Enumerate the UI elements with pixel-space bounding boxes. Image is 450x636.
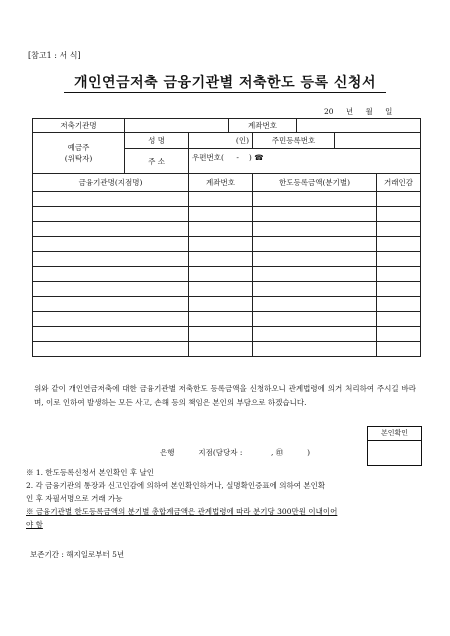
note-line: 야 함 [26, 520, 43, 529]
depositor-label-text: 예금주 [67, 143, 90, 152]
name-value[interactable] [189, 133, 253, 149]
seal-mark: (인) [235, 136, 250, 145]
table-row [33, 342, 421, 357]
cell[interactable] [33, 237, 189, 252]
address-value[interactable] [189, 149, 421, 174]
entry-rows [33, 192, 421, 357]
postal-label: 우편번호( [192, 153, 224, 162]
account-value[interactable] [297, 119, 421, 133]
note-line: 2. 각 금융기관의 통장과 신고인감에 의하여 본인확인하거나, 실명확인증표에 의하여 본인확 [26, 481, 326, 490]
institution-label: 저축기관명 [33, 119, 125, 133]
bank-branch-line: 은행 지점(담당자 : , ㊞ ) [160, 448, 311, 457]
table-row [33, 192, 421, 207]
note-line: 인 후 자필서명으로 거래 가능 [26, 494, 123, 503]
cell[interactable] [377, 237, 421, 252]
col-header-institution: 금융기관명(지점명) [33, 174, 189, 192]
cell[interactable] [253, 312, 377, 327]
cell[interactable] [33, 267, 189, 282]
cell[interactable] [189, 207, 253, 222]
cell[interactable] [377, 192, 421, 207]
cell[interactable] [33, 207, 189, 222]
cell[interactable] [377, 267, 421, 282]
table-row [33, 297, 421, 312]
cell[interactable] [189, 312, 253, 327]
form-title: 개인연금저축 금융기관별 저축한도 등록 신청서 [74, 75, 376, 91]
address-label: 주 소 [125, 149, 189, 174]
cell[interactable] [33, 312, 189, 327]
cell[interactable] [377, 252, 421, 267]
table-row [33, 207, 421, 222]
table-row [33, 222, 421, 237]
col-header-account: 계좌번호 [189, 174, 253, 192]
cell[interactable] [377, 297, 421, 312]
date-line: 20 년 월 일 [324, 107, 393, 116]
rrn-label: 주민등록번호 [253, 133, 335, 149]
cell[interactable] [189, 192, 253, 207]
table-row [33, 312, 421, 327]
declaration-text: 위와 같이 개인연금저축에 대한 금융기관별 저축한도 등록금액을 신청하오니 관계법령에 의거 처리하여 주시길 바라며, 이로 인하여 발생하는 모든 사고, 손해 등의 책임은 본인의 부담으로 하겠습니다. [34, 384, 416, 407]
notes [26, 466, 426, 531]
cell[interactable] [33, 327, 189, 342]
cell[interactable] [253, 237, 377, 252]
title-underline [64, 92, 386, 93]
cell[interactable] [33, 192, 189, 207]
cell[interactable] [189, 342, 253, 357]
table-row [33, 282, 421, 297]
cell[interactable] [253, 297, 377, 312]
postal-close: ) [248, 153, 252, 162]
phone-icon: ☎ [254, 153, 264, 162]
cell[interactable] [33, 282, 189, 297]
cell[interactable] [377, 207, 421, 222]
cell[interactable] [253, 282, 377, 297]
cell[interactable] [377, 222, 421, 237]
reference-label: [참고1 : 서 식] [28, 51, 81, 60]
cell[interactable] [253, 252, 377, 267]
retention-period: 보존기간 : 해지일로부터 5년 [30, 550, 125, 559]
cell[interactable] [33, 297, 189, 312]
cell[interactable] [33, 222, 189, 237]
application-form-table [32, 118, 421, 357]
identity-check-box [367, 426, 422, 466]
cell[interactable] [377, 342, 421, 357]
institution-value[interactable] [125, 119, 229, 133]
table-row [33, 237, 421, 252]
cell[interactable] [189, 267, 253, 282]
depositor-label [33, 133, 125, 174]
cell[interactable] [189, 222, 253, 237]
cell[interactable] [189, 237, 253, 252]
depositor-sub-label: (위탁자) [64, 154, 93, 163]
postal-dash: - [236, 153, 239, 162]
cell[interactable] [33, 342, 189, 357]
account-label: 계좌번호 [229, 119, 297, 133]
cell[interactable] [189, 252, 253, 267]
cell[interactable] [33, 252, 189, 267]
cell[interactable] [189, 282, 253, 297]
cell[interactable] [253, 222, 377, 237]
note-line: ※ 1. 한도등록신청서 본인확인 후 날인 [26, 468, 155, 477]
name-label: 성 명 [125, 133, 189, 149]
rrn-value[interactable] [335, 133, 421, 149]
table-row [33, 267, 421, 282]
cell[interactable] [253, 342, 377, 357]
cell[interactable] [377, 282, 421, 297]
table-row [33, 327, 421, 342]
cell[interactable] [189, 297, 253, 312]
cell[interactable] [253, 192, 377, 207]
table-row [33, 252, 421, 267]
cell[interactable] [253, 207, 377, 222]
col-header-limit: 한도등록금액(분기별) [253, 174, 377, 192]
cell[interactable] [377, 312, 421, 327]
cell[interactable] [253, 267, 377, 282]
col-header-seal: 거래인감 [377, 174, 421, 192]
identity-check-label: 본인확인 [368, 427, 421, 441]
cell[interactable] [253, 327, 377, 342]
cell[interactable] [189, 327, 253, 342]
note-line: ※ 금융기관별 한도등록금액의 분기별 총합계금액은 관계법령에 따라 분기당 300만원 이내이어 [26, 507, 338, 516]
cell[interactable] [377, 327, 421, 342]
